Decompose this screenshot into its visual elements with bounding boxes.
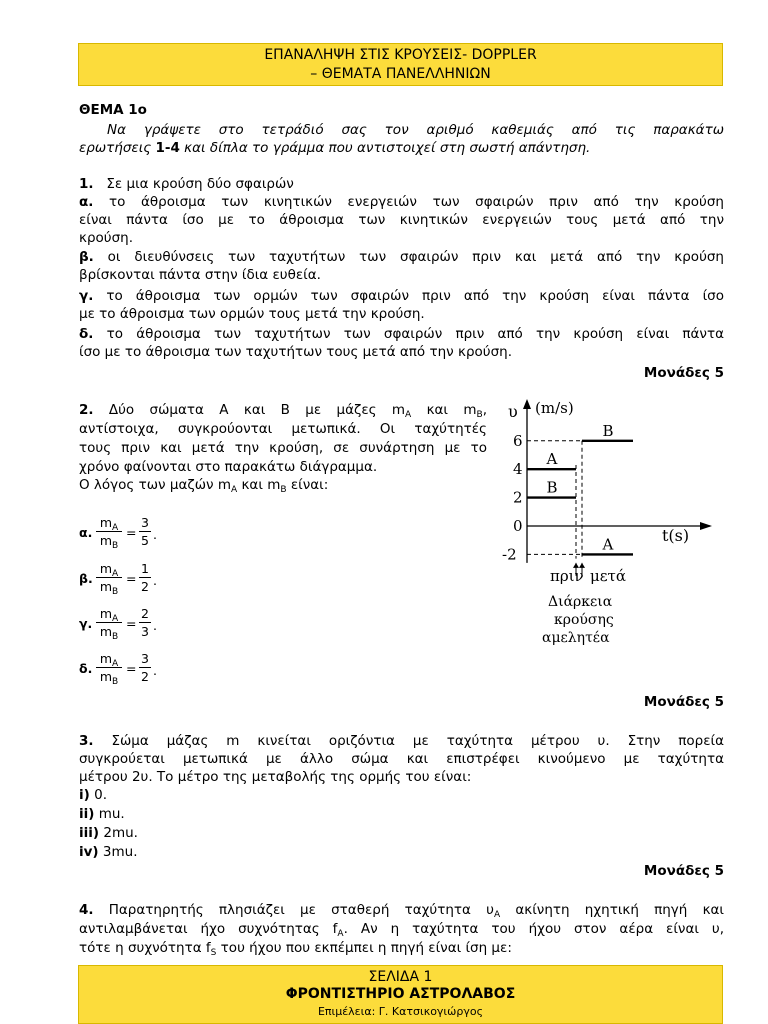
header-title-line2: – ΘΕΜΑΤΑ ΠΑΝΕΛΛΗΝΙΩΝ [310, 66, 491, 82]
footer-school: ΦΡΟΝΤΙΣΤΗΡΙΟ ΑΣΤΡΟΛΑΒΟΣ [285, 986, 516, 1002]
chart-y-axis-arrow [523, 399, 531, 409]
chart-series-label-before: B [546, 478, 558, 497]
q1-stem: 1. Σε μια κρούση δύο σφαιρών [79, 176, 294, 192]
q2-line1: 2. Δύο σώματα Α και Β με μάζες $m_A$ και $m_B$, [79, 402, 487, 420]
q1-option-g-end: με το άθροισμα των ορμών τους μετά την κρούση. [79, 306, 425, 322]
chart-note-line1: Διάρκεια [548, 594, 613, 610]
footer-page: ΣΕΛΙΔΑ 1 [368, 969, 433, 985]
q1-option-b: β. οι διευθύνσεις των ταχυτήτων των σφαιρών πριν και μετά από την κρούση [79, 249, 724, 265]
chart-x-label: t(s) [662, 526, 690, 545]
q4-line3: τότε η συχνότητα $f_S$ του ήχου που εκπέμπει η πηγή είναι ίση με: [79, 940, 512, 958]
chart-after-label: μετά [590, 567, 626, 585]
q2-points: Μονάδες 5 [643, 694, 724, 710]
q3-points: Μονάδες 5 [643, 863, 724, 879]
q4-line2: αντιλαμβάνεται ήχο συχνότητας $f_A$. Αν η ταχύτητα του ήχου στον αέρα είναι υ, [79, 921, 724, 939]
chart-x-axis-arrow [700, 522, 712, 530]
theme-intro-line1: Να γράψετε στο τετράδιό σας τον αριθμό καθεμιάς από τις παρακάτω [107, 122, 724, 138]
q3-option-iii: iii) 2mu. [79, 825, 138, 841]
chart-layer [502, 399, 712, 576]
chart-y-tick-label: -2 [502, 545, 517, 564]
q3-line2: συγκρούεται μετωπικά με άλλο σώμα και επιστρέφει κινούμενο με ταχύτητα [79, 751, 724, 767]
q2-line4: χρόνο φαίνονται στο παρακάτω διάγραμμα. [79, 459, 378, 475]
q1-option-b-end: βρίσκονται πάντα στην ίδια ευθεία. [79, 267, 321, 283]
theme-intro-line2: ερωτήσεις 1-4 και δίπλα το γράμμα που αντιστοιχεί στη σωστή απάντηση. [79, 140, 591, 156]
q1-option-d: δ. το άθροισμα των ταχυτήτων των σφαιρών πριν από την κρούση είναι πάντα [79, 326, 724, 342]
chart-y-tick-label: 2 [513, 488, 523, 507]
velocity-time-chart [500, 395, 720, 653]
q3-option-iv: iv) 3mu. [79, 844, 138, 860]
chart-series-label-before: A [546, 450, 558, 469]
chart-before-label: πριν [550, 567, 584, 585]
q1-option-d-end: ίσο με το άθροισμα των ταχυτήτων τους μετά από την κρούση. [79, 344, 512, 360]
chart-note-line3: αμελητέα [542, 630, 610, 646]
chart-series-label-after: A [602, 535, 614, 554]
chart-y-tick-label: 4 [513, 460, 523, 479]
q3-option-i: i) 0. [79, 787, 107, 803]
chart-y-label: υ [508, 402, 518, 421]
header-banner [78, 43, 723, 86]
chart-y-tick-label: 6 [513, 431, 523, 450]
q4-line1: 4. Παρατηρητής πλησιάζει με σταθερή ταχύτητα $\upsilon_A$ ακίνητη ηχητική πηγή και [79, 902, 724, 920]
q3-line1: 3. Σώμα μάζας m κινείται οριζόντια με ταχύτητα μέτρου υ. Στην πορεία [79, 733, 724, 749]
q3-line3: μέτρου 2υ. Το μέτρο της μεταβολής της ορμής του είναι: [79, 769, 472, 785]
q1-option-a-cont: είναι πάντα ίσο με το άθροισμα των κινητικών ενεργειών τους μετά από την [79, 212, 724, 228]
footer-banner [78, 965, 723, 1024]
chart-note-line2: κρούσης [554, 612, 614, 628]
q2-line5: Ο λόγος των μαζών $m_A$ και $m_B$ είναι: [79, 477, 329, 495]
q1-option-a-end: κρούση. [79, 230, 133, 246]
q2-line3: τους πριν και μετά την κρούση, σε συνάρτηση με το [79, 440, 487, 456]
theme-heading: ΘΕΜΑ 1ο [79, 102, 147, 118]
q1-option-g: γ. το άθροισμα των ορμών των σφαιρών πριν από την κρούση είναι πάντα ίσο [79, 288, 724, 304]
chart-y-unit: (m/s) [535, 399, 574, 417]
chart-y-tick-label: 0 [513, 517, 523, 535]
q1-points: Μονάδες 5 [643, 365, 724, 381]
chart-series-label-after: B [602, 421, 614, 440]
header-title-line1: ΕΠΑΝΑΛΗΨΗ ΣΤΙΣ ΚΡΟΥΣΕΙΣ- DOPPLER [264, 47, 537, 63]
q1-option-a: α. το άθροισμα των κινητικών ενεργειών των σφαιρών πριν από την κρούση [79, 194, 724, 210]
q3-option-ii: ii) mu. [79, 806, 125, 822]
q2-line2: αντίστοιχα, συγκρούονται μετωπικά. Οι ταχύτητές [79, 421, 487, 437]
footer-author: Επιμέλεια: Γ. Κατσικογιώργος [317, 1005, 484, 1018]
